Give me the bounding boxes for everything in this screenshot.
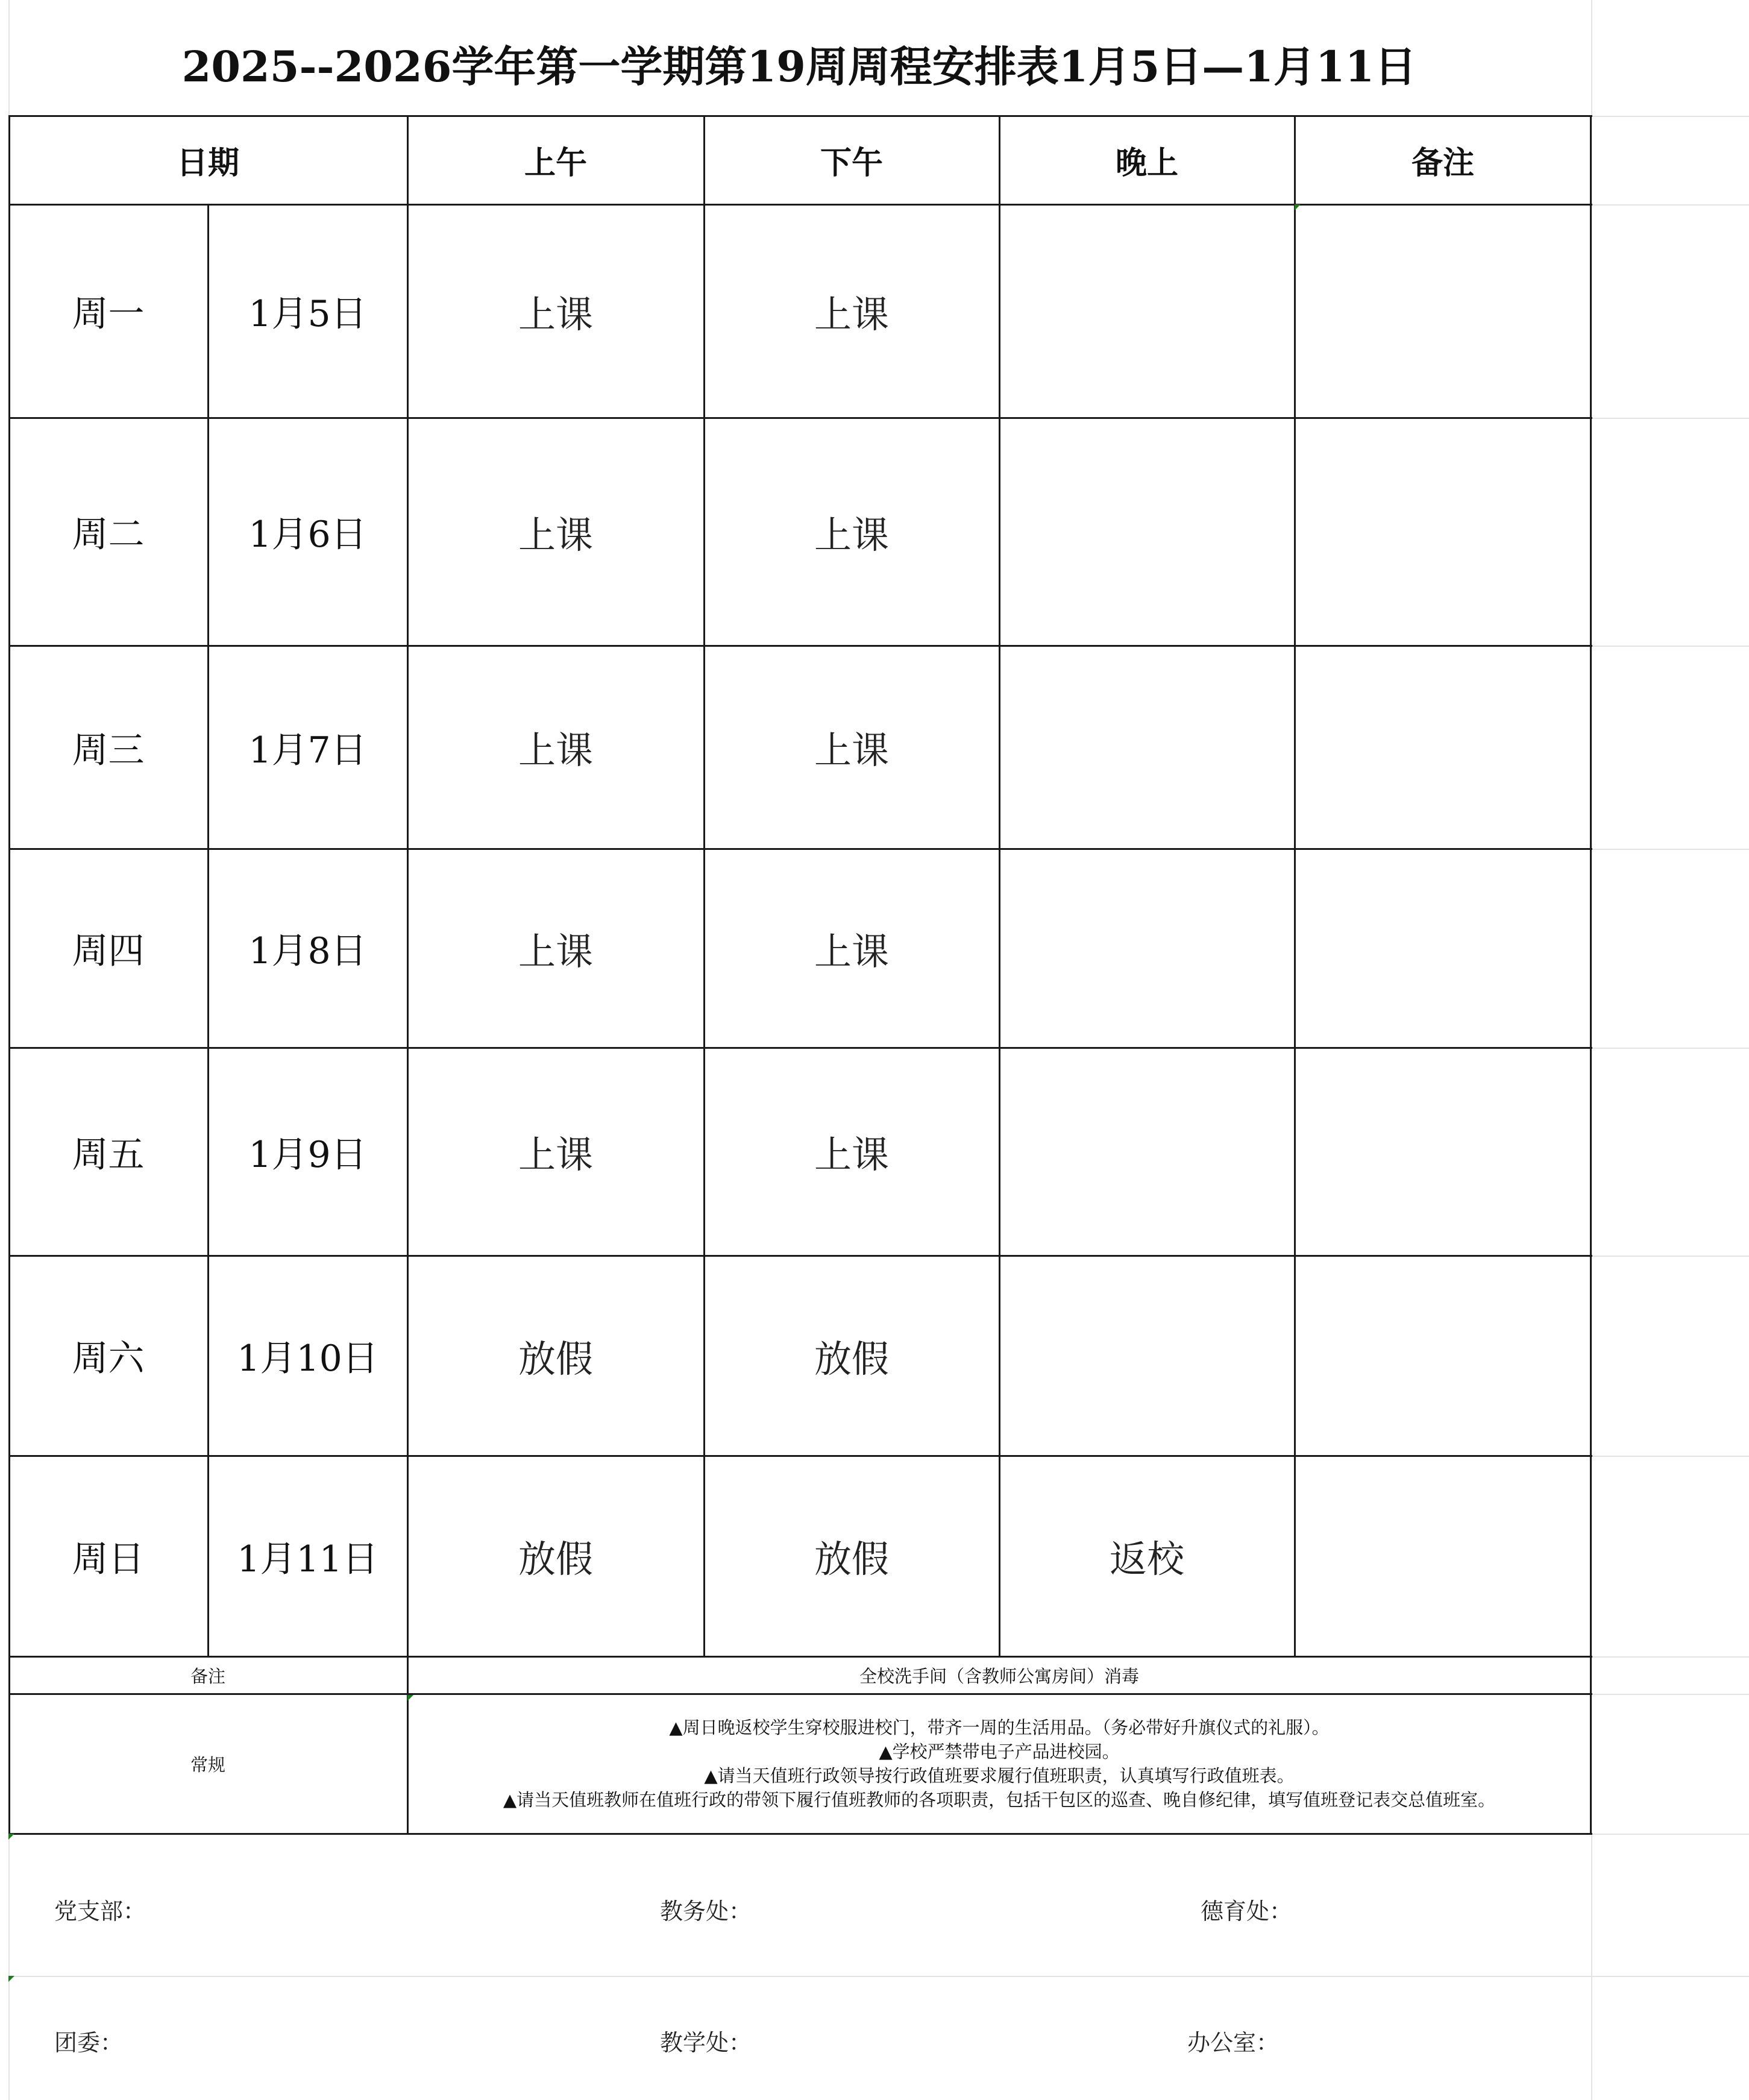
cell-morning[interactable]: 放假	[518, 1336, 593, 1381]
cell-date[interactable]: 1月5日	[248, 293, 367, 335]
signature-teaching-office: 教学处：	[660, 2029, 752, 2056]
cell-remarks[interactable]	[1295, 1048, 1591, 1256]
signature-general-office: 办公室：	[1187, 2029, 1280, 2056]
cell-weekday[interactable]: 周一	[72, 293, 145, 335]
cell-evening[interactable]	[999, 849, 1295, 1048]
notes-text[interactable]: 全校洗手间（含教师公寓房间）消毒	[859, 1665, 1139, 1687]
cell-morning[interactable]: 上课	[518, 292, 593, 336]
signature-moral-education: 德育处：	[1201, 1898, 1293, 1925]
cell-morning[interactable]: 上课	[518, 512, 593, 557]
cell-afternoon[interactable]: 上课	[814, 1133, 889, 1177]
cell-weekday[interactable]: 周二	[72, 514, 145, 556]
cell-weekday[interactable]: 周日	[72, 1538, 145, 1580]
cell-evening[interactable]	[999, 646, 1295, 849]
cell-remarks[interactable]	[1295, 849, 1591, 1048]
cell-date[interactable]: 1月6日	[248, 514, 367, 556]
header-evening[interactable]: 晚上	[1115, 145, 1178, 181]
cell-comment-marker	[8, 1976, 14, 1982]
cell-afternoon[interactable]: 放假	[814, 1336, 889, 1381]
cell-morning[interactable]: 放假	[518, 1537, 593, 1581]
cell-afternoon[interactable]: 上课	[814, 292, 889, 336]
cell-morning[interactable]: 上课	[518, 1133, 593, 1177]
cell-weekday[interactable]: 周五	[72, 1133, 145, 1176]
page-title: 2025--2026学年第一学期第19周周程安排表1月5日—1月11日	[181, 41, 1417, 92]
signature-academic-affairs: 教务处：	[660, 1898, 752, 1925]
cell-morning[interactable]: 上课	[518, 929, 593, 973]
cell-weekday[interactable]: 周六	[72, 1338, 145, 1380]
cell-remarks[interactable]	[1295, 204, 1591, 418]
header-date[interactable]: 日期	[176, 145, 239, 181]
header-remarks[interactable]: 备注	[1411, 145, 1474, 181]
cell-evening[interactable]: 返校	[1109, 1537, 1184, 1581]
notes-label[interactable]: 备注	[190, 1665, 225, 1687]
cell-morning[interactable]: 上课	[518, 728, 593, 772]
cell-afternoon[interactable]: 上课	[814, 929, 889, 973]
cell-afternoon[interactable]: 上课	[814, 728, 889, 772]
routine-line: ▲请当天值班行政领导按行政值班要求履行值班职责，认真填写行政值班表。	[704, 1765, 1295, 1786]
cell-weekday[interactable]: 周四	[72, 930, 145, 972]
cell-afternoon[interactable]: 放假	[814, 1537, 889, 1581]
cell-date[interactable]: 1月10日	[237, 1338, 378, 1380]
cell-remarks[interactable]	[1295, 1256, 1591, 1456]
routine-line: ▲周日晚返校学生穿校服进校门，带齐一周的生活用品。（务必带好升旗仪式的礼服）。	[669, 1717, 1330, 1738]
cell-remarks[interactable]	[1295, 418, 1591, 646]
cell-remarks[interactable]	[1295, 1456, 1591, 1656]
routine-text[interactable]	[407, 1694, 1591, 1834]
cell-evening[interactable]	[999, 204, 1295, 418]
cell-evening[interactable]	[999, 418, 1295, 646]
routine-label[interactable]: 常规	[190, 1754, 225, 1775]
cell-date[interactable]: 1月8日	[248, 930, 367, 972]
cell-date[interactable]: 1月11日	[237, 1538, 378, 1580]
cell-evening[interactable]	[999, 1048, 1295, 1256]
cell-weekday[interactable]: 周三	[72, 729, 145, 772]
signature-party-branch: 党支部：	[54, 1898, 146, 1925]
cell-evening[interactable]	[999, 1256, 1295, 1456]
signature-youth-league: 团委：	[54, 2029, 124, 2056]
cell-comment-marker	[407, 1695, 413, 1701]
header-afternoon[interactable]: 下午	[820, 145, 883, 181]
cell-comment-marker	[8, 1834, 14, 1840]
routine-line: ▲学校严禁带电子产品进校园。	[879, 1741, 1120, 1762]
cell-date[interactable]: 1月7日	[248, 729, 367, 772]
cell-remarks[interactable]	[1295, 646, 1591, 849]
header-morning[interactable]: 上午	[524, 145, 587, 181]
cell-afternoon[interactable]: 上课	[814, 512, 889, 557]
cell-comment-marker	[1295, 204, 1301, 210]
cell-date[interactable]: 1月9日	[248, 1133, 367, 1176]
routine-line: ▲请当天值班教师在值班行政的带领下履行值班教师的各项职责，包括干包区的巡查、晚自修纪律，填写值班登记表交总值班室。	[503, 1790, 1496, 1810]
